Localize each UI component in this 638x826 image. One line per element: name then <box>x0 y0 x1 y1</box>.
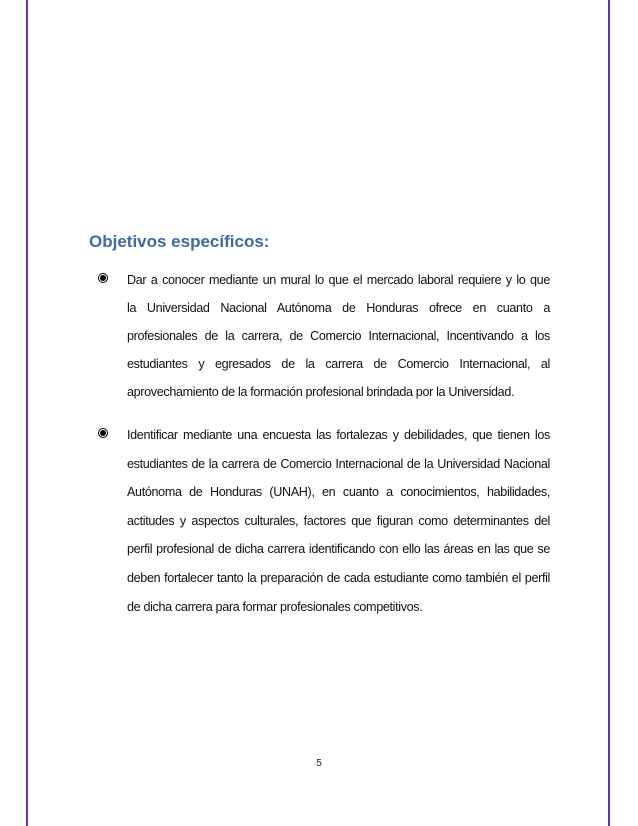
page-number: 5 <box>316 758 322 769</box>
bullet-2-line-1: Identificar mediante una encuesta las fortalezas y debilidades, que tienen los <box>127 428 550 442</box>
section-heading: Objetivos específicos: <box>89 232 270 251</box>
page-border <box>26 0 610 826</box>
bullet-1-line-3: profesionales de la carrera, de Comercio Internacional, Incentivando a los <box>127 329 550 343</box>
bullet-2-line-7: de dicha carrera para formar profesionales competitivos. <box>127 599 423 614</box>
bullet-2-line-6: deben fortalecer tanto la preparación de cada estudiante como también el perfil <box>127 570 550 585</box>
bullet-1-line-2: la Universidad Nacional Autónoma de Honduras ofrece en cuanto a <box>127 301 550 315</box>
bullet-2-line-4: actitudes y aspectos culturales, factores que figuran como determinantes del <box>127 513 550 528</box>
bullet-icon <box>100 430 106 436</box>
bullet-list-item-2 <box>100 421 550 621</box>
bullet-icon <box>100 275 106 281</box>
bullet-1-line-4: estudiantes y egresados de la carrera de Comercio Internacional, al <box>127 357 550 371</box>
list-item <box>100 421 550 621</box>
bullet-2-line-3: Autónoma de Honduras (UNAH), en cuanto a conocimientos, habilidades, <box>127 485 550 500</box>
bullet-2-line-2: estudiantes de la carrera de Comercio Internacional de la Universidad Nacional <box>127 456 550 471</box>
bullet-list-item-1 <box>100 266 550 406</box>
bullet-1-line-1: Dar a conocer mediante un mural lo que el mercado laboral requiere y lo que <box>127 273 550 287</box>
bullet-1-line-5: aprovechamiento de la formación profesional brindada por la Universidad. <box>127 385 515 399</box>
bullet-2-line-5: perfil profesional de dicha carrera identificando con ello las áreas en las que se <box>127 542 550 557</box>
list-item <box>100 266 550 406</box>
